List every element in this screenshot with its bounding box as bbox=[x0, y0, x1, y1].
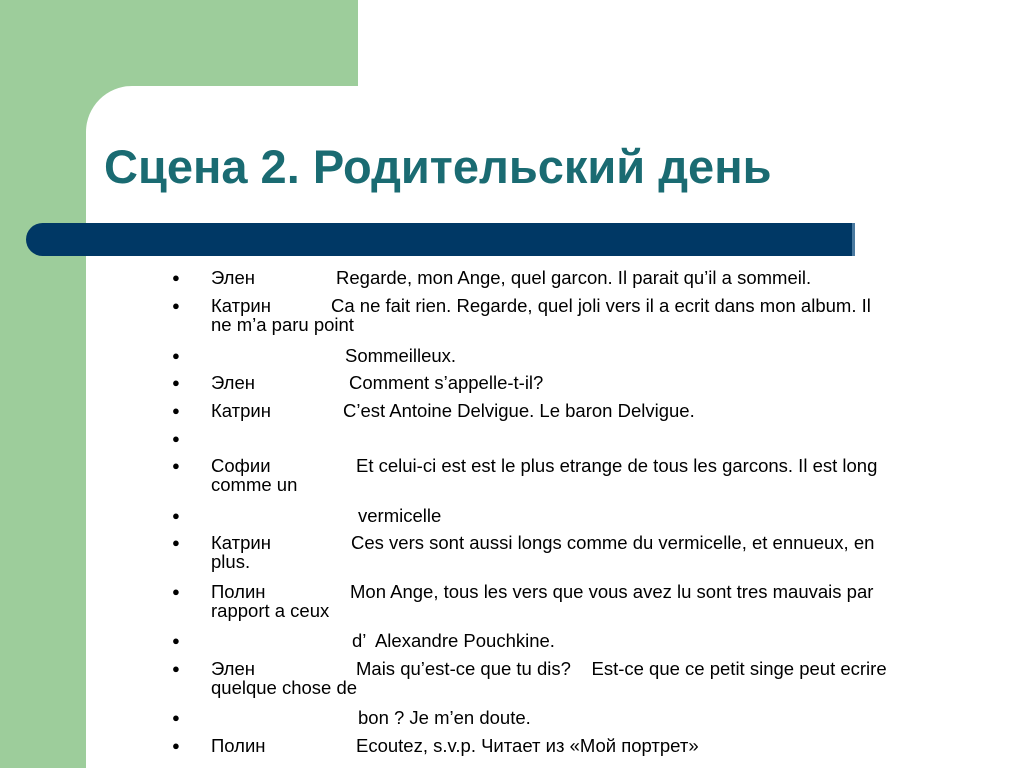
speech-text: Ca ne fait rien. Regarde, quel joli vers il a ecrit dans mon album. Il bbox=[331, 295, 871, 316]
speaker-name: Полин bbox=[211, 581, 266, 602]
bullet-icon: ● bbox=[172, 508, 180, 523]
speech-text: C’est Antoine Delvigue. Le baron Delvigue. bbox=[343, 400, 695, 421]
speaker-name: Элен bbox=[211, 658, 255, 679]
speaker-name: Катрин bbox=[211, 400, 271, 421]
speech-text: d’ Alexandre Pouchkine. bbox=[352, 630, 555, 651]
bullet-icon: ● bbox=[172, 403, 180, 418]
speech-text: Regarde, mon Ange, quel garcon. Il parait qu’il a sommeil. bbox=[336, 267, 812, 288]
speaker-name: Полин bbox=[211, 735, 266, 756]
bullet-icon: ● bbox=[172, 270, 180, 285]
slide-title: Сцена 2. Родительский день bbox=[104, 140, 772, 193]
speaker-name: Катрин bbox=[211, 295, 271, 316]
speech-text: Et celui-ci est est le plus etrange de tous les garcons. Il est long bbox=[356, 455, 878, 476]
speech-text: Comment s’appelle-t-il? bbox=[349, 372, 544, 393]
bullet-icon: ● bbox=[172, 738, 180, 753]
speech-text: Mon Ange, tous les vers que vous avez lu sont tres mauvais par bbox=[350, 581, 874, 602]
bullet-icon: ● bbox=[172, 348, 180, 363]
speaker-name: Катрин bbox=[211, 532, 271, 553]
speech-text: Mais qu’est-ce que tu dis? Est-ce que ce petit singe peut ecrire bbox=[356, 658, 887, 679]
bullet-icon: ● bbox=[172, 431, 180, 446]
speech-continuation: rapport a ceux bbox=[211, 600, 330, 621]
bullet-icon: ● bbox=[172, 535, 180, 550]
speech-text: Ces vers sont aussi longs comme du vermicelle, et ennueux, en bbox=[351, 532, 875, 553]
bullet-icon: ● bbox=[172, 661, 180, 676]
bullet-icon: ● bbox=[172, 584, 180, 599]
speech-text: Sommeilleux. bbox=[345, 345, 457, 366]
speech-continuation: quelque chose de bbox=[211, 677, 358, 698]
speech-continuation: ne m’a paru point bbox=[211, 314, 354, 335]
bullet-icon: ● bbox=[172, 633, 180, 648]
bullet-icon: ● bbox=[172, 375, 180, 390]
speaker-name: Элен bbox=[211, 372, 255, 393]
speech-text: Ecoutez, s.v.p. Читает из «Мой портрет» bbox=[356, 735, 699, 756]
bullet-icon: ● bbox=[172, 298, 180, 313]
speech-text: vermicelle bbox=[358, 505, 442, 526]
speech-text: bon ? Je m’en doute. bbox=[358, 707, 531, 728]
bullet-icon: ● bbox=[172, 710, 180, 725]
speech-continuation: plus. bbox=[211, 551, 251, 572]
bullet-icon: ● bbox=[172, 458, 180, 473]
speech-continuation: comme un bbox=[211, 474, 298, 495]
speaker-name: Элен bbox=[211, 267, 255, 288]
speaker-name: Софии bbox=[211, 455, 271, 476]
